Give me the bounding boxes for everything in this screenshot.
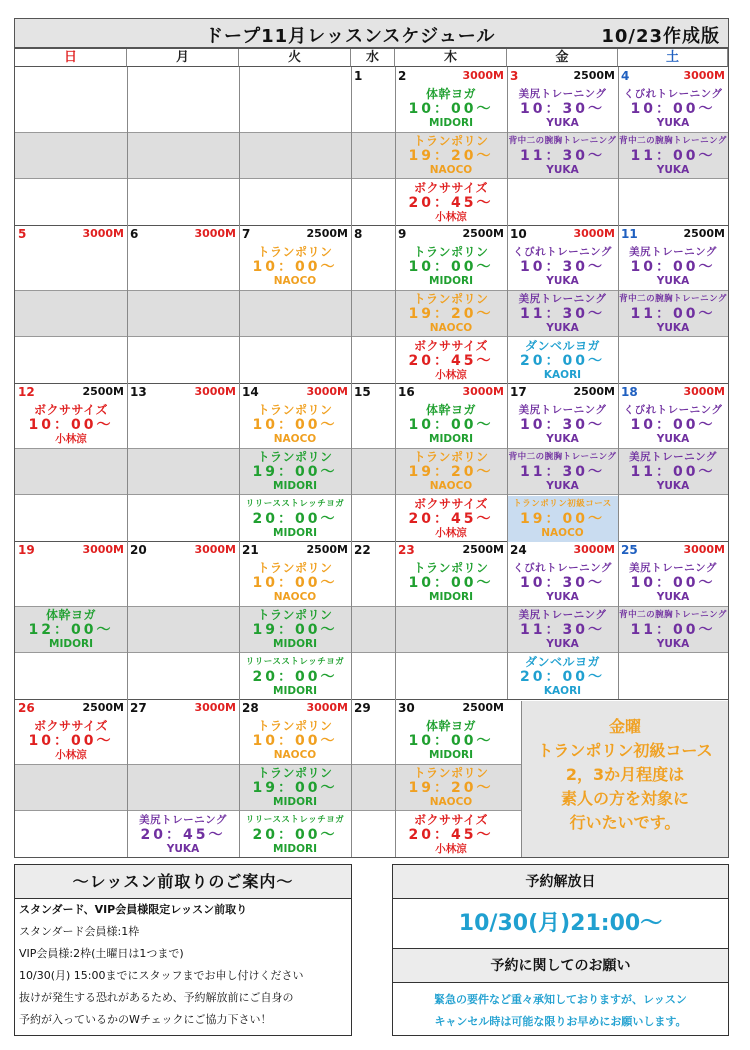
lesson-instructor: NAOCO [541, 527, 584, 539]
lesson-name: 背中二の腕胸トレーニング [508, 452, 617, 462]
lesson-name: 美尻トレーニング [518, 293, 607, 305]
lesson-entry [618, 245, 728, 290]
lesson-instructor: YUKA [546, 638, 579, 650]
lesson-time: 11：30～ [520, 464, 605, 480]
day-number: 25 [621, 543, 638, 557]
lesson-instructor: KAORI [543, 685, 582, 697]
lesson-instructor: KAORI [543, 369, 582, 381]
lesson-entry [618, 87, 728, 132]
day-points: 3000M [462, 69, 504, 82]
lesson-name: ボクササイズ [33, 719, 109, 733]
lesson-time: 12：00～ [28, 622, 114, 638]
lesson-instructor: YUKA [656, 591, 690, 603]
lesson-time: 20：45～ [408, 827, 494, 843]
lesson-instructor: NAOCO [273, 749, 317, 761]
lesson-time: 20：45～ [408, 511, 494, 527]
day-points: 3000M [194, 701, 236, 714]
lesson-time: 10：30～ [520, 259, 605, 275]
weekday-header-cell: 火 [239, 49, 351, 67]
schedule-calendar [14, 48, 729, 858]
day-number: 6 [130, 227, 139, 241]
lesson-time: 10：00～ [408, 575, 494, 591]
request-line: 緊急の要件など重々承知しておりますが、レッスン [434, 993, 687, 1006]
lesson-time: 19：20～ [408, 306, 494, 322]
lesson-instructor: 小林涼 [435, 369, 467, 381]
lesson-entry [395, 561, 507, 606]
lesson-time: 10：00～ [408, 417, 494, 433]
lesson-name: トランポリン [413, 245, 489, 259]
lesson-name: トランポリン [257, 403, 333, 417]
lesson-instructor: YUKA [656, 480, 690, 492]
day-number: 2 [398, 69, 407, 83]
day-points: 3000M [306, 701, 348, 714]
lesson-name: トランポリン [413, 134, 489, 148]
lesson-name: ボクササイズ [33, 403, 109, 417]
lesson-name: トランポリン [257, 719, 333, 733]
lesson-name: 美尻トレーニング [629, 562, 717, 574]
release-datetime: 10/30(月)21:00～ [393, 899, 728, 949]
lesson-instructor: MIDORI [273, 796, 317, 808]
lesson-name: くびれトレーニング [513, 562, 612, 574]
lesson-instructor: NAOCO [429, 322, 473, 334]
day-points: 2500M [462, 227, 504, 240]
lesson-entry [15, 403, 127, 448]
lesson-name: 背中二の腕胸トレーニング [619, 136, 727, 146]
lesson-entry [15, 719, 127, 764]
lesson-entry [239, 655, 351, 700]
lesson-instructor: MIDORI [429, 749, 473, 761]
lesson-time: 20：00～ [520, 669, 605, 685]
day-points: 2500M [573, 69, 615, 82]
lesson-name: ボクササイズ [413, 181, 489, 195]
lesson-name: ボクササイズ [413, 813, 489, 827]
lesson-name: 体幹ヨガ [45, 608, 96, 622]
lesson-entry [395, 134, 507, 179]
week-separator [15, 383, 728, 384]
day-points: 3000M [82, 227, 124, 240]
advance-line: スタンダード会員様:1枠 [19, 925, 140, 938]
advance-line: 10/30(月) 15:00までにスタッフまでお申し付けください [19, 969, 304, 982]
lesson-time: 11：00～ [630, 622, 716, 638]
lesson-instructor: YUKA [546, 322, 579, 334]
lesson-time: 10：30～ [520, 101, 605, 117]
day-points: 3000M [573, 543, 615, 556]
lesson-name: ダンベルヨガ [524, 339, 601, 353]
lesson-entry [239, 497, 351, 542]
day-points: 3000M [683, 69, 725, 82]
lesson-time: 19：20～ [408, 148, 494, 164]
day-points: 3000M [194, 543, 236, 556]
day-number: 3 [510, 69, 519, 83]
lesson-entry [239, 403, 351, 448]
lesson-name: トランポリン [413, 450, 489, 464]
lesson-time: 10：00～ [252, 733, 338, 749]
day-points: 3000M [683, 385, 725, 398]
lesson-name: 美尻トレーニング [518, 609, 607, 621]
lesson-instructor: MIDORI [49, 638, 93, 650]
booking-request-note [393, 983, 728, 1033]
lesson-instructor: YUKA [546, 275, 579, 287]
lesson-instructor: YUKA [546, 480, 579, 492]
note-line: 行いたいです。 [569, 813, 681, 832]
lesson-time: 19：00～ [252, 780, 338, 796]
lesson-time: 20：00～ [252, 827, 338, 843]
lesson-name: くびれトレーニング [513, 246, 612, 258]
booking-request-title: 予約に関してのお願い [393, 949, 728, 983]
lesson-name: 美尻トレーニング [518, 404, 607, 416]
note-line: 2，3か月程度は [565, 765, 685, 784]
lesson-entry [618, 608, 728, 653]
day-number: 26 [18, 701, 35, 715]
lesson-time: 10：00～ [408, 733, 494, 749]
lesson-instructor: YUKA [656, 638, 690, 650]
lesson-instructor: MIDORI [273, 638, 317, 650]
lesson-instructor: YUKA [166, 843, 200, 855]
lesson-entry [15, 608, 127, 653]
release-panel [392, 864, 729, 1036]
lesson-entry [395, 719, 507, 764]
lesson-instructor: MIDORI [429, 117, 473, 129]
note-line: 金曜 [608, 717, 641, 736]
lesson-time: 10：00～ [252, 259, 338, 275]
day-number: 16 [398, 385, 415, 399]
lesson-instructor: NAOCO [429, 164, 473, 176]
lesson-entry [239, 450, 351, 495]
day-number: 17 [510, 385, 527, 399]
day-points: 2500M [82, 701, 124, 714]
lesson-entry [239, 813, 351, 858]
weekday-header-cell: 土 [618, 49, 728, 67]
day-points: 2500M [683, 227, 725, 240]
lesson-name: くびれトレーニング [623, 404, 723, 416]
day-points: 3000M [306, 385, 348, 398]
lesson-instructor: MIDORI [273, 685, 317, 697]
lesson-instructor: 小林涼 [55, 749, 87, 761]
lesson-time: 10：30～ [520, 417, 605, 433]
lesson-time: 10：00～ [630, 101, 716, 117]
lesson-time: 10：30～ [520, 575, 605, 591]
lesson-instructor: MIDORI [429, 275, 473, 287]
advance-line: スタンダード、VIP会員様限定レッスン前取り [19, 903, 248, 916]
lesson-entry [507, 403, 618, 448]
lesson-name: トランポリン [413, 766, 489, 780]
friday-course-note [521, 701, 728, 857]
lesson-entry [618, 561, 728, 606]
lesson-entry [507, 292, 618, 337]
lesson-time: 10：00～ [630, 259, 716, 275]
lesson-instructor: YUKA [546, 117, 579, 129]
lesson-entry [239, 766, 351, 811]
request-line: キャンセル時は可能な限りお早めにお願いします。 [434, 1015, 687, 1028]
day-number: 8 [354, 227, 363, 241]
day-points: 3000M [573, 227, 615, 240]
lesson-instructor: YUKA [546, 591, 579, 603]
day-number: 20 [130, 543, 147, 557]
day-number: 22 [354, 543, 371, 557]
lesson-entry [507, 450, 618, 495]
weekday-header-cell: 月 [127, 49, 239, 67]
advance-line: 抜けが発生する恐れがあるため、予約解放前にご自身の [19, 991, 294, 1004]
week-separator [15, 699, 728, 700]
lesson-name: 美尻トレーニング [139, 814, 227, 826]
lesson-name: トランポリン [257, 450, 333, 464]
day-points: 3000M [194, 227, 236, 240]
lesson-time: 20：45～ [140, 827, 226, 843]
lesson-entry [395, 87, 507, 132]
lesson-time: 19：20～ [408, 464, 494, 480]
lesson-instructor: YUKA [656, 275, 690, 287]
day-points: 2500M [462, 543, 504, 556]
lesson-instructor: YUKA [656, 117, 690, 129]
day-number: 10 [510, 227, 527, 241]
lesson-time: 19：00～ [520, 511, 605, 527]
day-number: 29 [354, 701, 371, 715]
day-points: 2500M [573, 385, 615, 398]
lesson-time: 10：00～ [408, 259, 494, 275]
lesson-entry [239, 608, 351, 653]
lesson-entry [507, 655, 618, 700]
advance-line: VIP会員様:2枠(土曜日は1つまで) [19, 947, 184, 960]
lesson-time: 10：00～ [252, 417, 338, 433]
week-separator [15, 541, 728, 542]
day-number: 23 [398, 543, 415, 557]
lesson-entry [395, 181, 507, 226]
lesson-time: 20：00～ [520, 353, 605, 369]
lesson-entry [395, 339, 507, 384]
lesson-entry [618, 403, 728, 448]
lesson-time: 10：00～ [28, 733, 114, 749]
advance-booking-lines [15, 899, 351, 1031]
lesson-instructor: 小林涼 [435, 527, 467, 539]
page-title: ドープ11月レッスンスケジュール [205, 26, 496, 47]
lesson-name: 背中二の腕胸トレーニング [619, 294, 727, 304]
lesson-entry [395, 245, 507, 290]
column-divider [127, 49, 128, 858]
day-points: 2500M [306, 543, 348, 556]
lesson-name: トランポリン [257, 245, 333, 259]
lesson-entry [239, 719, 351, 764]
weekday-header-cell: 日 [15, 49, 127, 67]
weekday-header-cell: 水 [351, 49, 395, 67]
lesson-name: 美尻トレーニング [629, 451, 717, 463]
lesson-time: 20：45～ [408, 195, 494, 211]
lesson-time: 19：00～ [252, 464, 338, 480]
lesson-instructor: NAOCO [273, 275, 317, 287]
lesson-entry [395, 497, 507, 542]
weekday-header-cell: 金 [507, 49, 618, 67]
lesson-name: トランポリン [413, 561, 489, 575]
lesson-instructor: YUKA [656, 433, 690, 445]
lesson-name: ボクササイズ [413, 339, 489, 353]
advance-line: 予約が入っているかのWチェックにご協力下さい！ [19, 1013, 272, 1026]
lesson-name: 体幹ヨガ [425, 403, 476, 417]
lesson-name: リリースストレッチヨガ [245, 499, 345, 509]
lesson-instructor: NAOCO [273, 591, 317, 603]
weekday-header-cell: 木 [395, 49, 507, 67]
lesson-time: 10：00～ [630, 417, 716, 433]
lesson-instructor: 小林涼 [55, 433, 87, 445]
lesson-entry [507, 245, 618, 290]
day-number: 18 [621, 385, 638, 399]
note-line: 素人の方を対象に [560, 789, 689, 808]
lesson-name: ダンベルヨガ [524, 655, 601, 669]
lesson-entry [507, 339, 618, 384]
day-number: 12 [18, 385, 35, 399]
day-number: 7 [242, 227, 251, 241]
lesson-entry [507, 608, 618, 653]
week-separator [15, 225, 728, 226]
lesson-instructor: 小林涼 [435, 843, 467, 855]
lesson-time: 19：00～ [252, 622, 338, 638]
lesson-entry [239, 561, 351, 606]
lesson-entry [507, 87, 618, 132]
lesson-entry [395, 813, 507, 858]
lesson-entry [127, 813, 239, 858]
lesson-time: 10：00～ [252, 575, 338, 591]
lesson-time: 11：30～ [520, 306, 605, 322]
day-number: 9 [398, 227, 407, 241]
lesson-name: 美尻トレーニング [518, 88, 607, 100]
lesson-instructor: YUKA [656, 164, 690, 176]
lesson-instructor: NAOCO [429, 796, 473, 808]
lesson-entry [507, 561, 618, 606]
note-line: トランポリン初級コース [537, 741, 713, 760]
lesson-name: くびれトレーニング [623, 88, 723, 100]
lesson-name: 体幹ヨガ [425, 719, 476, 733]
lesson-name: トランポリン [257, 561, 333, 575]
lesson-instructor: MIDORI [273, 480, 317, 492]
lesson-entry [618, 292, 728, 337]
lesson-name: ボクササイズ [413, 497, 489, 511]
lesson-time: 10：00～ [408, 101, 494, 117]
lesson-instructor: NAOCO [429, 480, 473, 492]
day-points: 2500M [82, 385, 124, 398]
day-number: 21 [242, 543, 259, 557]
lesson-name: トランポリン初級コース [513, 499, 612, 509]
day-number: 30 [398, 701, 415, 715]
day-points: 2500M [306, 227, 348, 240]
lesson-time: 11：00～ [630, 464, 716, 480]
lesson-entry [618, 450, 728, 495]
day-points: 3000M [82, 543, 124, 556]
lesson-time: 11：00～ [630, 148, 716, 164]
day-points: 3000M [683, 543, 725, 556]
day-points: 2500M [462, 701, 504, 714]
lesson-instructor: YUKA [546, 164, 579, 176]
lesson-entry [395, 766, 507, 811]
lesson-time: 11：30～ [520, 622, 605, 638]
lesson-entry [618, 134, 728, 179]
lesson-name: トランポリン [257, 608, 333, 622]
day-number: 19 [18, 543, 35, 557]
lesson-entry [395, 450, 507, 495]
day-number: 28 [242, 701, 259, 715]
lesson-name: トランポリン [257, 766, 333, 780]
column-divider [351, 49, 352, 858]
lesson-instructor: MIDORI [273, 843, 317, 855]
day-number: 1 [354, 69, 363, 83]
lesson-name: リリースストレッチヨガ [245, 815, 345, 825]
lesson-name: リリースストレッチヨガ [245, 657, 345, 667]
lesson-time: 11：30～ [520, 148, 605, 164]
advance-booking-title: ～レッスン前取りのご案内～ [15, 865, 351, 899]
advance-booking-panel [14, 864, 352, 1036]
day-number: 24 [510, 543, 527, 557]
lesson-name: 美尻トレーニング [629, 246, 717, 258]
day-number: 4 [621, 69, 630, 83]
lesson-instructor: MIDORI [429, 591, 473, 603]
lesson-instructor: MIDORI [429, 433, 473, 445]
day-points: 3000M [462, 385, 504, 398]
day-number: 5 [18, 227, 27, 241]
version-date: 10/23作成版 [601, 26, 720, 47]
lesson-time: 10：00～ [28, 417, 114, 433]
lesson-time: 20：00～ [252, 511, 338, 527]
lesson-instructor: YUKA [656, 322, 690, 334]
lesson-entry [395, 292, 507, 337]
calendar-title-bar [14, 18, 729, 48]
day-points: 3000M [194, 385, 236, 398]
lesson-name: 背中二の腕胸トレーニング [508, 136, 617, 146]
lesson-time: 10：00～ [630, 575, 716, 591]
lesson-entry [395, 403, 507, 448]
lesson-entry [507, 497, 618, 542]
day-number: 15 [354, 385, 371, 399]
day-number: 14 [242, 385, 259, 399]
lesson-name: 体幹ヨガ [425, 87, 476, 101]
lesson-instructor: YUKA [546, 433, 579, 445]
lesson-time: 11：00～ [630, 306, 716, 322]
day-number: 13 [130, 385, 147, 399]
lesson-name: 背中二の腕胸トレーニング [619, 610, 727, 620]
lesson-instructor: NAOCO [273, 433, 317, 445]
release-title: 予約解放日 [393, 865, 728, 899]
lesson-entry [507, 134, 618, 179]
lesson-time: 20：45～ [408, 353, 494, 369]
day-number: 11 [621, 227, 638, 241]
lesson-time: 20：00～ [252, 669, 338, 685]
lesson-instructor: MIDORI [273, 527, 317, 539]
lesson-entry [239, 245, 351, 290]
lesson-instructor: 小林涼 [435, 211, 467, 223]
lesson-time: 19：20～ [408, 780, 494, 796]
lesson-name: トランポリン [413, 292, 489, 306]
day-number: 27 [130, 701, 147, 715]
